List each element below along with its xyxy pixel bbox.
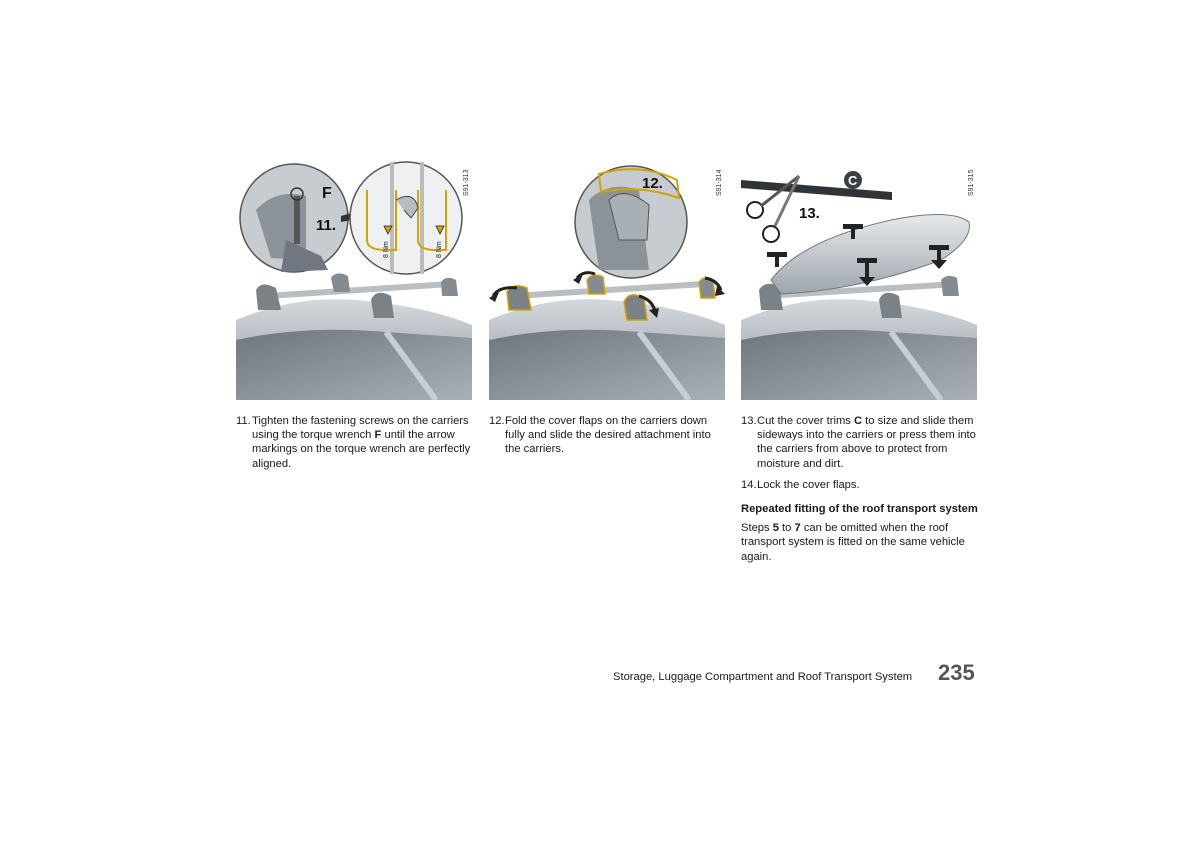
illustration-cover-trims xyxy=(741,160,977,400)
figure-code-314: S91-314 xyxy=(716,169,723,196)
figure-step-11 xyxy=(236,160,472,400)
column-1 xyxy=(236,414,476,478)
footer-section-title: Storage, Luggage Compartment and Roof Transport System xyxy=(613,671,913,683)
step-label-11: 11. xyxy=(316,217,337,234)
para-bold-step: 7 xyxy=(794,522,801,535)
step-text: Fold the cover flaps on the carriers down fully and slide the desired attachment into the carriers. xyxy=(505,415,711,456)
illustration-fold-flaps xyxy=(489,160,725,400)
para-text: to xyxy=(778,522,795,535)
letter-label-f: F xyxy=(322,185,332,202)
para-bold-step: 5 xyxy=(772,522,779,535)
figure-code-313: S91-313 xyxy=(463,169,470,196)
step-label-13: 13. xyxy=(799,205,820,222)
step-text: until the arrow markings on the torque wrench are perfectly aligned. xyxy=(252,429,471,470)
step-text: Tighten the fastening screws on the carriers using the torque wrench xyxy=(252,415,469,442)
torque-label-right: 8 Nm xyxy=(436,241,443,258)
column-2 xyxy=(489,414,729,464)
step-14 xyxy=(741,478,981,492)
figure-code-315: S91-315 xyxy=(968,169,975,196)
figure-step-13 xyxy=(741,160,977,400)
para-text: can be omitted when the roof transport system is fitted on the same vehicle again. xyxy=(741,522,965,563)
section-heading: Repeated fitting of the roof transport system xyxy=(741,503,978,516)
repeat-fitting-paragraph xyxy=(741,521,981,564)
step-label-12: 12. xyxy=(642,175,663,192)
letter-label-c: C xyxy=(848,173,858,188)
step-text: Lock the cover flaps. xyxy=(757,478,860,491)
page-number: 235 xyxy=(938,660,975,685)
step-12 xyxy=(489,414,729,457)
step-number: 13. xyxy=(741,415,757,427)
step-number: 11. xyxy=(236,415,251,427)
figure-step-12 xyxy=(489,160,725,400)
step-number: 12. xyxy=(489,415,505,427)
step-11 xyxy=(236,414,476,471)
illustration-torque-tightening xyxy=(236,160,472,400)
step-number: 14. xyxy=(741,478,757,491)
step-13 xyxy=(741,414,981,471)
step-text: Cut the cover trims xyxy=(757,415,854,427)
step-bold-ref: F xyxy=(374,429,382,442)
step-bold-ref: C xyxy=(853,415,863,427)
torque-label-left: 8 Nm xyxy=(383,241,390,258)
para-text: Steps xyxy=(741,522,773,535)
column-3 xyxy=(741,414,981,564)
step-text: to size and slide them sideways into the carriers or press them into the carriers from above to protect from moisture and dirt. xyxy=(757,415,976,470)
